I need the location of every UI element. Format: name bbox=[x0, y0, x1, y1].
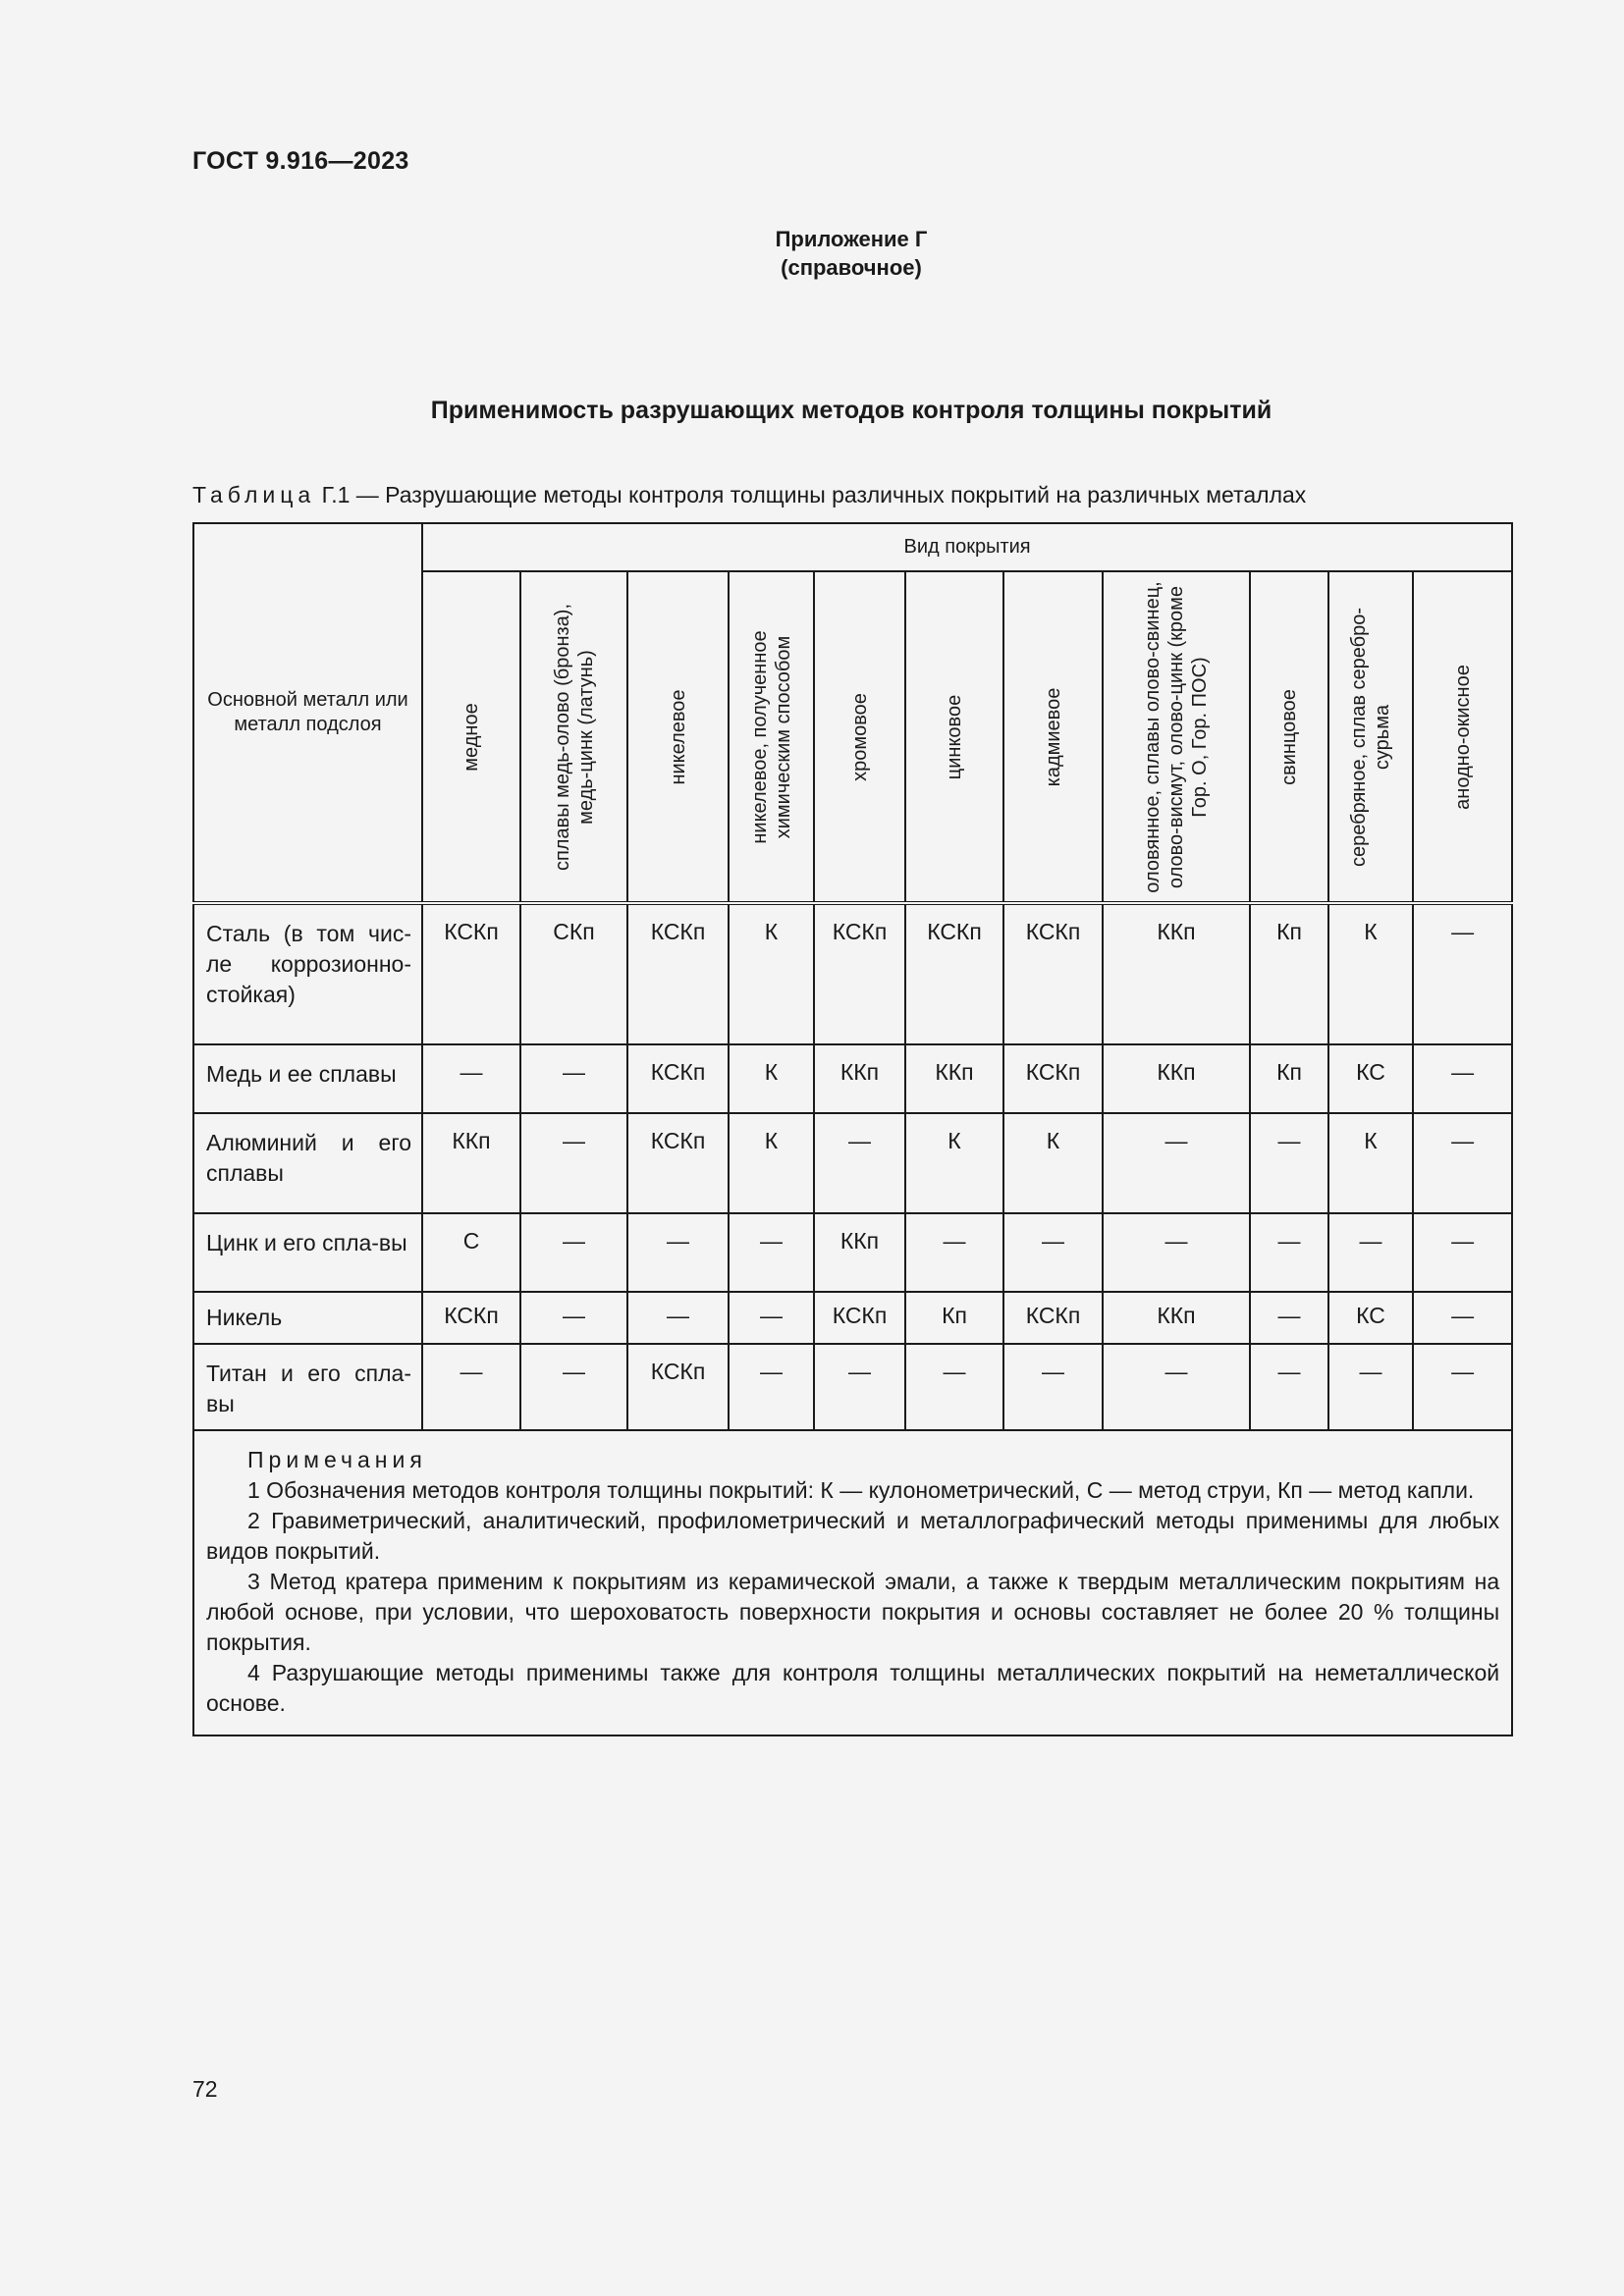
table-cell: ККп bbox=[814, 1213, 905, 1292]
table-cell: КСКп bbox=[627, 1044, 729, 1113]
appendix-heading bbox=[192, 225, 1510, 282]
table-cell: КС bbox=[1328, 1044, 1413, 1113]
page-number: 72 bbox=[192, 2076, 218, 2102]
note-item: 3 Метод кратера применим к покрытиям из керамической эмали, а также к твердым металлическим покрытиям на любой основе, при условии, что шероховатость поверхности покрытия и основы составляет не более 20 % толщины покрытия. bbox=[206, 1569, 1500, 1655]
table-cell: К bbox=[729, 1113, 814, 1213]
table-cell: КСКп bbox=[627, 1113, 729, 1213]
table-cell: — bbox=[1413, 1044, 1512, 1113]
base-metal-header: Основной металл или металл подслоя bbox=[193, 523, 422, 903]
table-cell: — bbox=[520, 1213, 627, 1292]
table-cell: — bbox=[422, 1344, 520, 1430]
table-cell: КСКп bbox=[1003, 1292, 1103, 1344]
table-cell: ККп bbox=[1103, 1044, 1250, 1113]
column-header: никелевое bbox=[627, 571, 729, 903]
table-cell: — bbox=[1413, 1213, 1512, 1292]
header-row-group bbox=[193, 523, 1512, 571]
table-cell: — bbox=[520, 1292, 627, 1344]
column-header: серебряное, сплав серебро-сурьма bbox=[1328, 571, 1413, 903]
table-cell: ККп bbox=[905, 1044, 1003, 1113]
table-cell: С bbox=[422, 1213, 520, 1292]
table-cell: СКп bbox=[520, 903, 627, 1044]
table-cell: К bbox=[1003, 1113, 1103, 1213]
table-cell: — bbox=[1413, 1113, 1512, 1213]
table-cell: К bbox=[729, 903, 814, 1044]
appendix-title: Приложение Г bbox=[775, 227, 928, 251]
row-label: Алюминий и его сплавы bbox=[193, 1113, 422, 1213]
table-row bbox=[193, 1213, 1512, 1292]
document-code: ГОСТ 9.916—2023 bbox=[192, 147, 409, 175]
table-cell: — bbox=[729, 1344, 814, 1430]
table-cell: — bbox=[422, 1044, 520, 1113]
table-cell: — bbox=[520, 1344, 627, 1430]
column-header: анодно-окисное bbox=[1413, 571, 1512, 903]
table-cell: К bbox=[1328, 1113, 1413, 1213]
coating-methods-table bbox=[192, 522, 1513, 1736]
column-header: хромовое bbox=[814, 571, 905, 903]
table-cell: К bbox=[905, 1113, 1003, 1213]
table-cell: ККп bbox=[1103, 1292, 1250, 1344]
note-item: 2 Гравиметрический, аналитический, профилометрический и металлографический методы применимы для любых видов покрытий. bbox=[206, 1508, 1500, 1564]
table-cell: — bbox=[905, 1344, 1003, 1430]
appendix-type: (справочное) bbox=[781, 255, 922, 280]
table-cell: — bbox=[729, 1292, 814, 1344]
table-cell: КСКп bbox=[422, 903, 520, 1044]
table-row bbox=[193, 1344, 1512, 1430]
table-cell: — bbox=[1413, 1292, 1512, 1344]
table-row bbox=[193, 1113, 1512, 1213]
table-cell: Кп bbox=[1250, 1044, 1328, 1113]
table-row bbox=[193, 1292, 1512, 1344]
table-cell: КСКп bbox=[1003, 903, 1103, 1044]
row-label: Сталь (в том чис-ле коррозионно-стойкая) bbox=[193, 903, 422, 1044]
table-cell: — bbox=[1250, 1113, 1328, 1213]
table-cell: — bbox=[1003, 1213, 1103, 1292]
table-cell: — bbox=[1413, 1344, 1512, 1430]
table-caption-text: Г.1 — Разрушающие методы контроля толщины различных покрытий на различных металлах bbox=[315, 482, 1307, 507]
table-cell: — bbox=[729, 1213, 814, 1292]
column-header: цинковое bbox=[905, 571, 1003, 903]
table-row bbox=[193, 1044, 1512, 1113]
table-notes bbox=[193, 1430, 1512, 1735]
table-cell: ККп bbox=[422, 1113, 520, 1213]
table-cell: КСКп bbox=[814, 1292, 905, 1344]
table-cell: — bbox=[1328, 1213, 1413, 1292]
table-row bbox=[193, 903, 1512, 1044]
notes-row bbox=[193, 1430, 1512, 1735]
table-cell: — bbox=[814, 1344, 905, 1430]
column-header: оловянное, сплавы олово-свинец, олово-висмут, олово-цинк (кроме Гор. О, Гор. ПОС) bbox=[1103, 571, 1250, 903]
section-title: Применимость разрушающих методов контроля толщины покрытий bbox=[430, 397, 1272, 424]
table-cell: КСКп bbox=[627, 1344, 729, 1430]
table-cell: — bbox=[1250, 1344, 1328, 1430]
table-cell: КСКп bbox=[1003, 1044, 1103, 1113]
table-cell: К bbox=[729, 1044, 814, 1113]
coating-type-header: Вид покрытия bbox=[422, 523, 1512, 571]
row-label: Медь и ее сплавы bbox=[193, 1044, 422, 1113]
table-cell: ККп bbox=[1103, 903, 1250, 1044]
table-container bbox=[192, 522, 1511, 1736]
table-cell: — bbox=[520, 1113, 627, 1213]
table-cell: КСКп bbox=[814, 903, 905, 1044]
table-cell: КСКп bbox=[422, 1292, 520, 1344]
table-cell: ККп bbox=[814, 1044, 905, 1113]
column-header: никелевое, полученное химическим способом bbox=[729, 571, 814, 903]
note-item: 1 Обозначения методов контроля толщины покрытий: К — кулонометрический, С — метод струи, Кп — метод капли. bbox=[247, 1477, 1475, 1503]
table-cell: КСКп bbox=[627, 903, 729, 1044]
note-item: 4 Разрушающие методы применимы также для контроля толщины металлических покрытий на неметаллической основе. bbox=[206, 1660, 1500, 1716]
table-cell: — bbox=[1250, 1213, 1328, 1292]
column-header: кадмиевое bbox=[1003, 571, 1103, 903]
column-header: сплавы медь-олово (бронза), медь-цинк (латунь) bbox=[520, 571, 627, 903]
table-cell: — bbox=[1103, 1344, 1250, 1430]
row-label: Цинк и его спла-вы bbox=[193, 1213, 422, 1292]
row-label: Титан и его спла-вы bbox=[193, 1344, 422, 1430]
table-cell: — bbox=[1250, 1292, 1328, 1344]
table-cell: — bbox=[1103, 1113, 1250, 1213]
column-header: свинцовое bbox=[1250, 571, 1328, 903]
notes-title: Примечания bbox=[247, 1447, 427, 1472]
table-cell: КС bbox=[1328, 1292, 1413, 1344]
table-cell: — bbox=[627, 1213, 729, 1292]
table-cell: К bbox=[1328, 903, 1413, 1044]
table-cell: Кп bbox=[1250, 903, 1328, 1044]
table-caption-label: Таблица bbox=[192, 482, 316, 507]
table-cell: — bbox=[1103, 1213, 1250, 1292]
table-cell: — bbox=[520, 1044, 627, 1113]
table-cell: — bbox=[1328, 1344, 1413, 1430]
table-cell: Кп bbox=[905, 1292, 1003, 1344]
table-cell: — bbox=[627, 1292, 729, 1344]
table-cell: — bbox=[1003, 1344, 1103, 1430]
table-cell: — bbox=[1413, 903, 1512, 1044]
row-label: Никель bbox=[193, 1292, 422, 1344]
table-cell: КСКп bbox=[905, 903, 1003, 1044]
table-cell: — bbox=[905, 1213, 1003, 1292]
table-caption bbox=[192, 482, 1306, 508]
column-header: медное bbox=[422, 571, 520, 903]
table-cell: — bbox=[814, 1113, 905, 1213]
